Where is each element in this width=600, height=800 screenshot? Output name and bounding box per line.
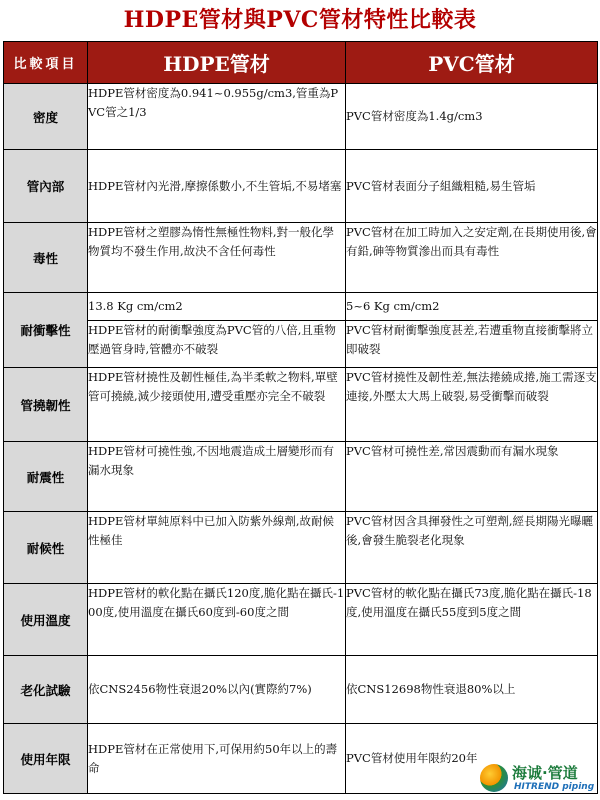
row-label-seismic: 耐震性 (4, 442, 88, 512)
cell-pvc-toxicity: PVC管材在加工時加入之安定劑,在長期使用後,會有鉛,砷等物質滲出而具有毒性 (346, 223, 598, 293)
cell-hdpe-temperature: HDPE管材的軟化點在攝氏120度,脆化點在攝氏-100度,使用溫度在攝氏60度到-60度之間 (88, 584, 346, 656)
table-row (4, 84, 598, 150)
table-row (4, 656, 598, 724)
cell-pvc-lifespan: PVC管材使用年限約20年 (346, 724, 598, 794)
cell-pvc-impact-value: 5~6 Kg cm/cm2 (346, 293, 598, 321)
header-item: 比較項目 (4, 42, 88, 84)
cell-hdpe-density: HDPE管材密度為0.941~0.955g/cm3,管重為PVC管之1/3 (88, 84, 346, 150)
table-row (4, 584, 598, 656)
row-label-temperature: 使用溫度 (4, 584, 88, 656)
row-label-toxicity: 毒性 (4, 223, 88, 293)
cell-hdpe-flexibility: HDPE管材撓性及韌性極佳,為半柔軟之物料,單壁管可撓繞,減少接頭使用,遭受重壓亦完全不破裂 (88, 368, 346, 442)
logo-chinese-text: 海诚·管道 (512, 764, 578, 782)
cell-hdpe-interior: HDPE管材內光滑,摩擦係數小,不生管垢,不易堵塞 (88, 150, 346, 223)
row-label-flexibility: 管撓韌性 (4, 368, 88, 442)
row-label-aging: 老化試驗 (4, 656, 88, 724)
logo-emblem-icon (480, 764, 508, 792)
cell-hdpe-impact: HDPE管材的耐衝擊強度為PVC管的八倍,且重物壓過管身時,管體亦不破裂 (88, 321, 346, 368)
cell-pvc-weather: PVC管材因含具揮發性之可塑劑,經長期陽光曝曬後,會發生脆裂老化現象 (346, 512, 598, 584)
table-row (4, 150, 598, 223)
row-label-density: 密度 (4, 84, 88, 150)
row-label-lifespan: 使用年限 (4, 724, 88, 794)
company-logo (480, 762, 598, 796)
cell-hdpe-seismic: HDPE管材可撓性強,不因地震造成土層變形而有漏水現象 (88, 442, 346, 512)
cell-pvc-impact: PVC管材耐衝擊強度甚差,若遭重物直接衝擊將立即破裂 (346, 321, 598, 368)
cell-pvc-flexibility: PVC管材撓性及韌性差,無法捲繞成捲,施工需逐支連接,外壓太大馬上破裂,易受衝擊而破裂 (346, 368, 598, 442)
cell-hdpe-weather: HDPE管材單純原料中已加入防紫外線劑,故耐候性極佳 (88, 512, 346, 584)
header-hdpe: HDPE管材 (88, 42, 346, 84)
cell-pvc-seismic: PVC管材可撓性差,常因震動而有漏水現象 (346, 442, 598, 512)
cell-hdpe-aging: 依CNS2456物性衰退20%以內(實際約7%) (88, 656, 346, 724)
header-pvc: PVC管材 (346, 42, 598, 84)
row-label-weather: 耐候性 (4, 512, 88, 584)
comparison-table (3, 41, 598, 794)
table-row (4, 442, 598, 512)
cell-pvc-temperature: PVC管材的軟化點在攝氏73度,脆化點在攝氏-18度,使用溫度在攝氏55度到5度之間 (346, 584, 598, 656)
page-title: HDPE管材與PVC管材特性比較表 (123, 7, 477, 33)
cell-pvc-aging: 依CNS12698物性衰退80%以上 (346, 656, 598, 724)
table-row (4, 223, 598, 293)
table-header-row (4, 42, 598, 84)
row-label-impact: 耐衝擊性 (4, 293, 88, 368)
table-row (4, 293, 598, 321)
cell-hdpe-impact-value: 13.8 Kg cm/cm2 (88, 293, 346, 321)
cell-pvc-density: PVC管材密度為1.4g/cm3 (346, 84, 598, 150)
logo-english-text: HITREND piping (514, 782, 595, 792)
table-row (4, 512, 598, 584)
table-row (4, 321, 598, 368)
cell-hdpe-toxicity: HDPE管材之塑膠為惰性無極性物料,對一般化學物質均不發生作用,故決不含任何毒性 (88, 223, 346, 293)
cell-pvc-interior: PVC管材表面分子組織粗糙,易生管垢 (346, 150, 598, 223)
table-row (4, 368, 598, 442)
cell-hdpe-lifespan: HDPE管材在正常使用下,可保用約50年以上的壽命 (88, 724, 346, 794)
row-label-interior: 管內部 (4, 150, 88, 223)
